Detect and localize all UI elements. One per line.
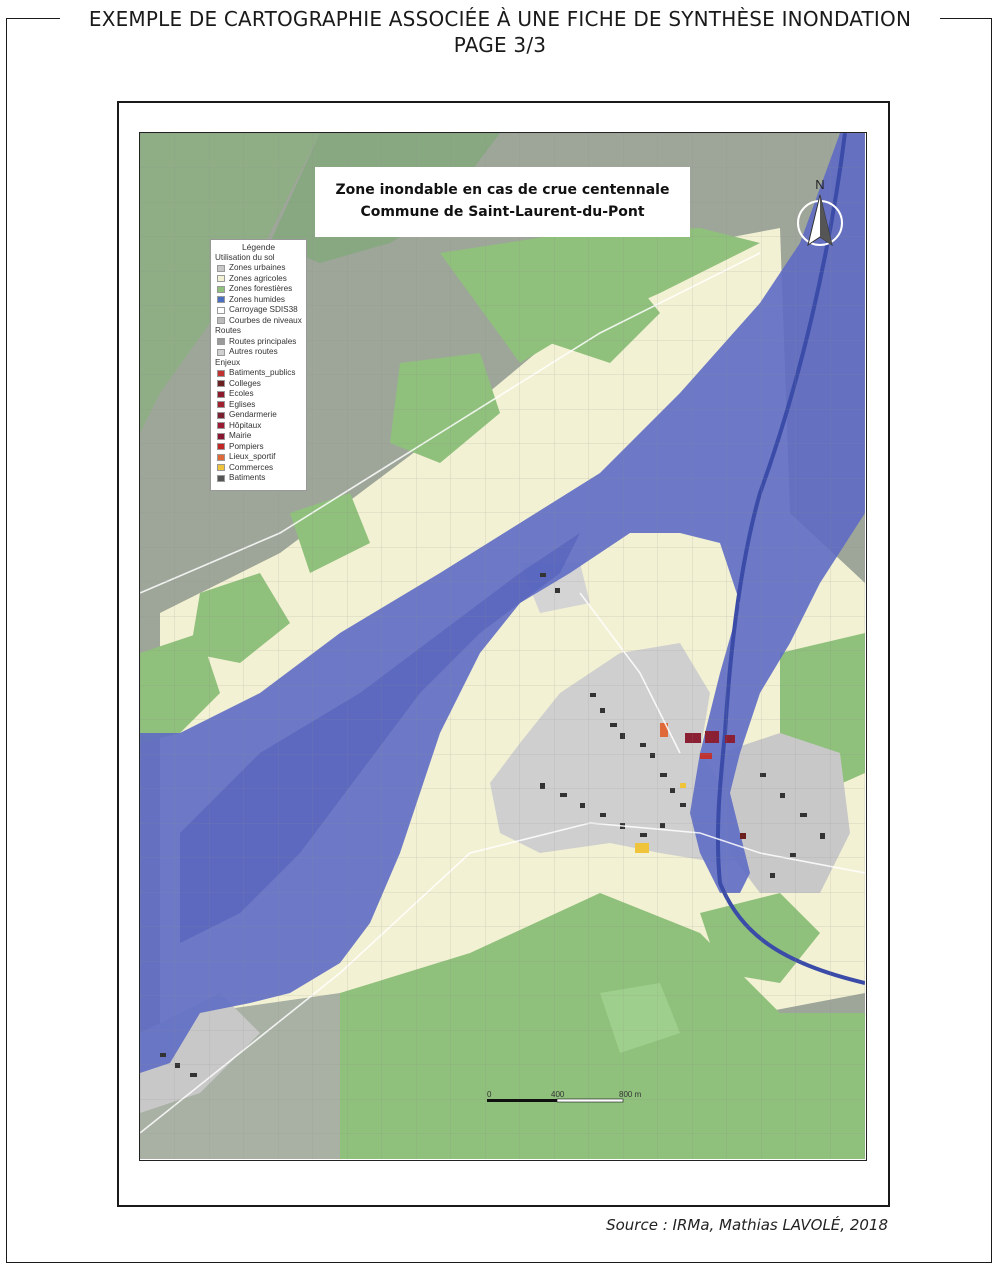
legend-label: Gendarmerie [229,410,277,419]
legend-swatch [217,275,225,282]
legend-item [215,274,302,285]
legend-label: Pompiers [229,441,264,451]
scale-bar-graphic [483,1091,663,1113]
legend-label: Carroyage SDIS38 [229,305,298,314]
legend-title: Légende [241,242,276,252]
legend-swatch [217,454,225,461]
legend-swatch [217,317,225,324]
header-line-2: PAGE 3/3 [453,33,547,57]
legend-item [215,347,302,358]
legend-swatch [217,443,225,450]
legend-swatch [217,296,225,303]
legend-label: Zones forestières [229,284,293,293]
legend-swatch [217,412,225,419]
legend-swatch [217,380,225,387]
legend-item [215,389,302,400]
legend-item [215,431,302,442]
legend-swatch [217,464,225,471]
legend-label: Mairie [229,431,252,440]
legend-label: Eglises [229,399,256,409]
legend-item [215,400,302,411]
legend-label: Hôpitaux [229,420,262,430]
legend-section-heading: Routes [215,326,241,335]
legend-section-heading: Enjeux [215,357,241,367]
header-title [60,6,940,58]
legend-swatch [217,265,225,272]
legend-item [215,442,302,453]
legend-item [215,316,302,327]
legend-swatch [217,286,225,293]
legend-label: Autres routes [229,347,278,356]
legend-swatch [217,307,225,314]
legend-item [215,305,302,316]
legend-item [215,379,302,390]
legend-swatch [217,349,225,356]
scale-bar [483,1091,663,1113]
scale-label-400: 400 [551,1091,565,1099]
legend-item [215,463,302,474]
legend-label: Commerces [229,462,274,472]
header-line-1: EXEMPLE DE CARTOGRAPHIE ASSOCIÉE À UNE FICHE DE SYNTHÈSE INONDATION [88,7,912,31]
legend-item [215,452,302,463]
legend-label: Colleges [229,378,261,388]
legend-item [215,410,302,421]
map-title-line-1: Zone inondable en cas de crue centennale [335,182,670,198]
legend-swatch [217,475,225,482]
legend-label: Batiments_publics [229,368,296,377]
source-credit: Source : IRMa, Mathias LAVOLÉ, 2018 [606,1216,888,1234]
north-arrow [792,173,848,253]
legend-item [215,295,302,306]
legend-section-heading: Utilisation du sol [215,252,275,262]
legend-label: Ecoles [229,389,254,398]
legend-label: Zones urbaines [229,263,286,272]
legend-swatch [217,401,225,408]
legend-swatch [217,391,225,398]
scale-label-800: 800 m [619,1091,642,1099]
legend [210,239,307,491]
map-area [139,132,867,1161]
map-title-line-2: Commune de Saint-Laurent-du-Pont [360,204,645,220]
legend-label: Zones humides [229,294,285,304]
legend-swatch [217,433,225,440]
legend-item [215,337,302,348]
legend-item [215,421,302,432]
legend-item [215,263,302,274]
legend-swatch [217,338,225,345]
legend-item [215,473,302,484]
scale-label-0: 0 [487,1091,492,1099]
legend-item [215,284,302,295]
legend-body [215,253,302,484]
legend-label: Batiments [229,473,266,482]
legend-swatch [217,422,225,429]
north-arrow-icon [792,173,848,253]
legend-swatch [217,370,225,377]
legend-label: Courbes de niveaux [229,315,302,325]
legend-label: Zones agricoles [229,273,287,283]
map-title [315,167,690,237]
legend-label: Routes principales [229,336,297,346]
north-label: N [815,177,825,192]
legend-label: Lieux_sportif [229,452,276,461]
legend-item [215,368,302,379]
